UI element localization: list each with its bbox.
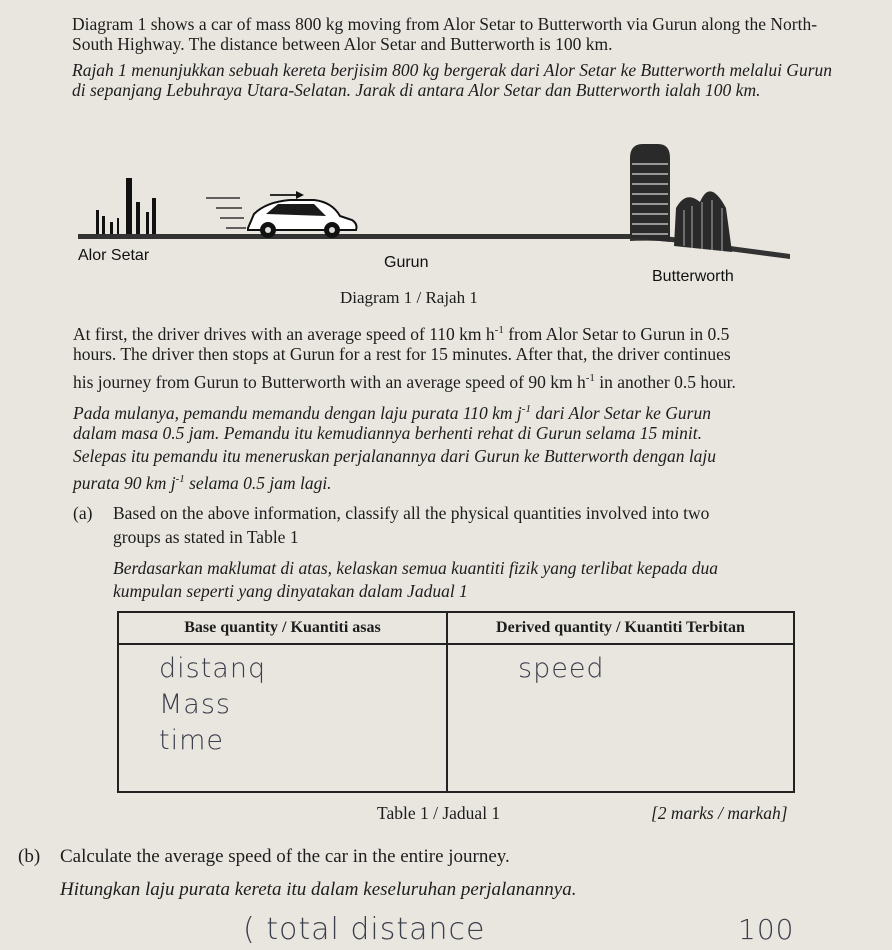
handwritten-working-left: ( total distance xyxy=(243,912,486,947)
question-a-english-line-2: groups as stated in Table 1 xyxy=(113,527,299,547)
handwritten-answer: Mass xyxy=(159,689,231,720)
marks-label: [2 marks / markah] xyxy=(651,803,788,823)
diagram-1-car-route xyxy=(70,138,790,290)
para-ms-sup-2: -1 xyxy=(175,473,185,485)
table-caption: Table 1 / Jadual 1 xyxy=(377,803,501,823)
intro-malay: Rajah 1 menunjukkan sebuah kereta berjisim 800 kg bergerak dari Alor Setar ke Butterworth melalui Gurun di sepanjang Lebuhraya Utara-Selatan. Jarak di antara Alor Setar dan Butterworth ialah 100 km. xyxy=(72,60,833,100)
label-alor-setar: Alor Setar xyxy=(78,247,150,264)
butterworth-buildings-icon xyxy=(630,144,732,252)
label-gurun: Gurun xyxy=(384,254,429,271)
para-ms-l4a-text: purata 90 km j xyxy=(73,472,176,493)
para-ms-l4b-text: selama 0.5 jam lagi. xyxy=(184,472,332,493)
question-a-malay-line-2: kumpulan seperti yang dinyatakan dalam Jadual 1 xyxy=(113,581,468,601)
paragraph-english-line-3 xyxy=(73,368,853,392)
para-en-l1-text: At first, the driver drives with an average speed of 110 km h xyxy=(73,323,495,344)
handwritten-answer: time xyxy=(159,725,225,756)
para-en-l3a-text: his journey from Gurun to Butterworth with an average speed of 90 km h xyxy=(73,371,586,392)
para-en-l1b-text: from Alor Setar to Gurun in 0.5 xyxy=(503,323,730,344)
handwritten-working-right: 100 xyxy=(738,913,795,946)
road-line xyxy=(78,234,638,239)
table-1 xyxy=(117,611,795,793)
question-a-malay-line-1: Berdasarkan maklumat di atas, kelaskan semua kuantiti fizik yang terlibat kepada dua xyxy=(113,558,718,578)
para-ms-l1a-text: Pada mulanya, pemandu memandu dengan laju purata 110 km j xyxy=(73,402,522,423)
para-en-l3b-text: in another 0.5 hour. xyxy=(594,371,736,392)
derived-quantity-answer-cell[interactable] xyxy=(447,644,794,792)
car-icon xyxy=(248,200,357,238)
diagram-caption: Diagram 1 / Rajah 1 xyxy=(340,288,478,307)
speed-lines-icon xyxy=(206,198,246,228)
paragraph-malay-line-1 xyxy=(73,399,853,423)
question-b-label: (b) xyxy=(18,846,41,867)
paragraph-english-line-2: hours. The driver then stops at Gurun for a rest for 15 minutes. After that, the driver continues xyxy=(73,344,731,364)
question-a-label: (a) xyxy=(73,503,93,523)
paragraph-malay-line-4 xyxy=(73,469,853,493)
question-a-english-line-1: Based on the above information, classify all the physical quantities involved into two xyxy=(113,503,710,523)
label-butterworth: Butterworth xyxy=(652,268,734,285)
paragraph-malay-line-3: Selepas itu pemandu itu meneruskan perjalanannya dari Gurun ke Butterworth dengan laju xyxy=(73,446,717,466)
intro-english: Diagram 1 shows a car of mass 800 kg moving from Alor Setar to Butterworth via Gurun along the North-South Highway. The distance between Alor Setar and Butterworth is 100 km. xyxy=(72,14,818,54)
para-en-sup-2: -1 xyxy=(585,372,595,384)
alor-setar-buildings-icon xyxy=(96,178,156,234)
direction-arrow-icon xyxy=(270,191,304,199)
table-header-base: Base quantity / Kuantiti asas xyxy=(118,612,447,644)
handwritten-answer: distanq xyxy=(159,653,267,684)
paragraph-english-line-1 xyxy=(73,320,853,344)
question-b-english: Calculate the average speed of the car in the entire journey. xyxy=(60,846,510,867)
question-b-malay: Hitungkan laju purata kereta itu dalam keseluruhan perjalanannya. xyxy=(60,879,577,900)
handwritten-answer: speed xyxy=(518,653,605,684)
para-en-sup: -1 xyxy=(494,324,504,336)
para-ms-l1b-text: dari Alor Setar ke Gurun xyxy=(530,402,711,423)
table-header-derived: Derived quantity / Kuantiti Terbitan xyxy=(447,612,794,644)
para-ms-sup: -1 xyxy=(521,403,531,415)
base-quantity-answer-cell[interactable] xyxy=(118,644,447,792)
paragraph-malay-line-2: dalam masa 0.5 jam. Pemandu itu kemudiannya berhenti rehat di Gurun selama 15 minit. xyxy=(73,423,702,443)
